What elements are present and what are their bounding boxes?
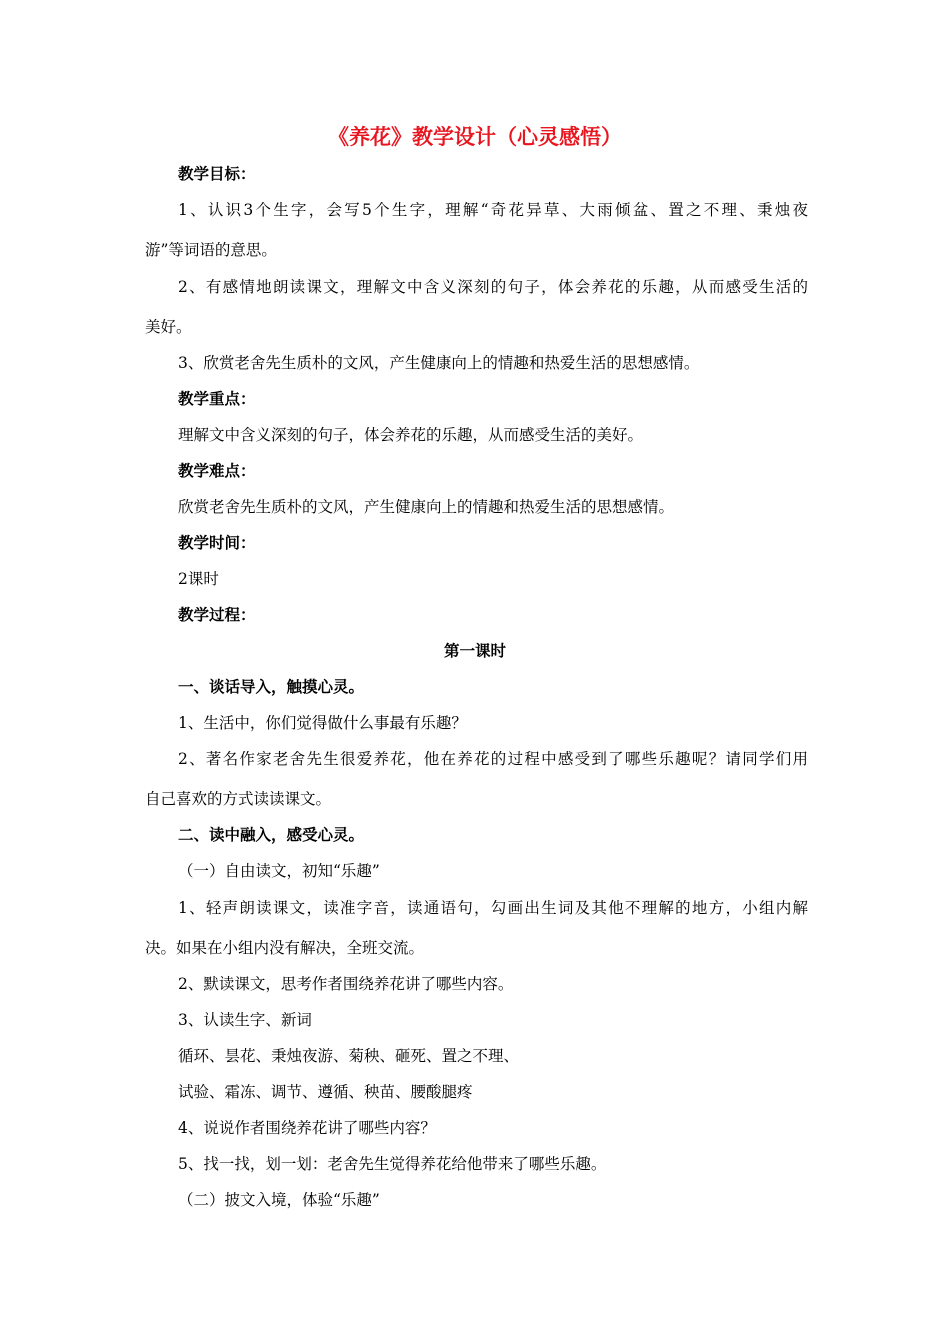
vocabulary-line-2: 试验、霜冻、调节、遵循、秧苗、腰酸腿疼 [178,1083,473,1101]
section-1-heading: 一、谈话导入，触摸心灵。 [178,678,365,696]
objective-2-line-1: 2、有感情地朗读课文，理解文中含义深刻的句子，体会养花的乐趣，从而感受生活的 [178,278,808,296]
section-1-item-1: 1、生活中，你们觉得做什么事最有乐趣？ [178,714,467,732]
objective-1-line-1: 1、认识3个生字，会写5个生字，理解“奇花异草、大雨倾盆、置之不理、秉烛夜 [178,201,808,219]
difficulties-text: 欣赏老舍先生质朴的文风，产生健康向上的情趣和热爱生活的思想感情。 [178,498,675,516]
difficulties-heading: 教学难点： [178,462,256,480]
section-1-item-2-line-2: 自己喜欢的方式读读课文。 [145,790,332,808]
process-heading: 教学过程： [178,606,256,624]
lesson-1-title: 第一课时 [443,642,506,660]
objective-1-line-2: 游”等词语的意思。 [145,241,277,259]
section-2-item-1-line-2: 决。如果在小组内没有解决，全班交流。 [145,939,425,957]
section-2-heading: 二、读中融入，感受心灵。 [178,826,365,844]
objective-3: 3、欣赏老舍先生质朴的文风，产生健康向上的情趣和热爱生活的思想感情。 [178,354,700,372]
section-2-subheading-2: （二）披文入境，体验“乐趣” [178,1191,380,1209]
key-points-heading: 教学重点： [178,390,256,408]
document-title: 《养花》教学设计（心灵感悟） [328,125,622,149]
key-points-text: 理解文中含义深刻的句子，体会养花的乐趣，从而感受生活的美好。 [178,426,644,444]
time-heading: 教学时间： [178,534,256,552]
section-1-item-2-line-1: 2、著名作家老舍先生很爱养花，他在养花的过程中感受到了哪些乐趣呢？请同学们用 [178,750,808,768]
section-2-item-2: 2、默读课文，思考作者围绕养花讲了哪些内容。 [178,975,514,993]
section-2-subheading-1: （一）自由读文，初知“乐趣” [178,862,380,880]
section-2-item-3: 3、认读生字、新词 [178,1011,312,1029]
section-2-item-4: 4、说说作者围绕养花讲了哪些内容？ [178,1119,436,1137]
objective-2-line-2: 美好。 [145,318,192,336]
objectives-heading: 教学目标： [178,165,256,183]
time-text: 2课时 [178,570,219,588]
section-2-item-1-line-1: 1、轻声朗读课文，读准字音，读通语句，勾画出生词及其他不理解的地方，小组内解 [178,899,808,917]
vocabulary-line-1: 循环、昙花、秉烛夜游、菊秧、砸死、置之不理、 [178,1047,520,1065]
section-2-item-5: 5、找一找，划一划：老舍先生觉得养花给他带来了哪些乐趣。 [178,1155,607,1173]
